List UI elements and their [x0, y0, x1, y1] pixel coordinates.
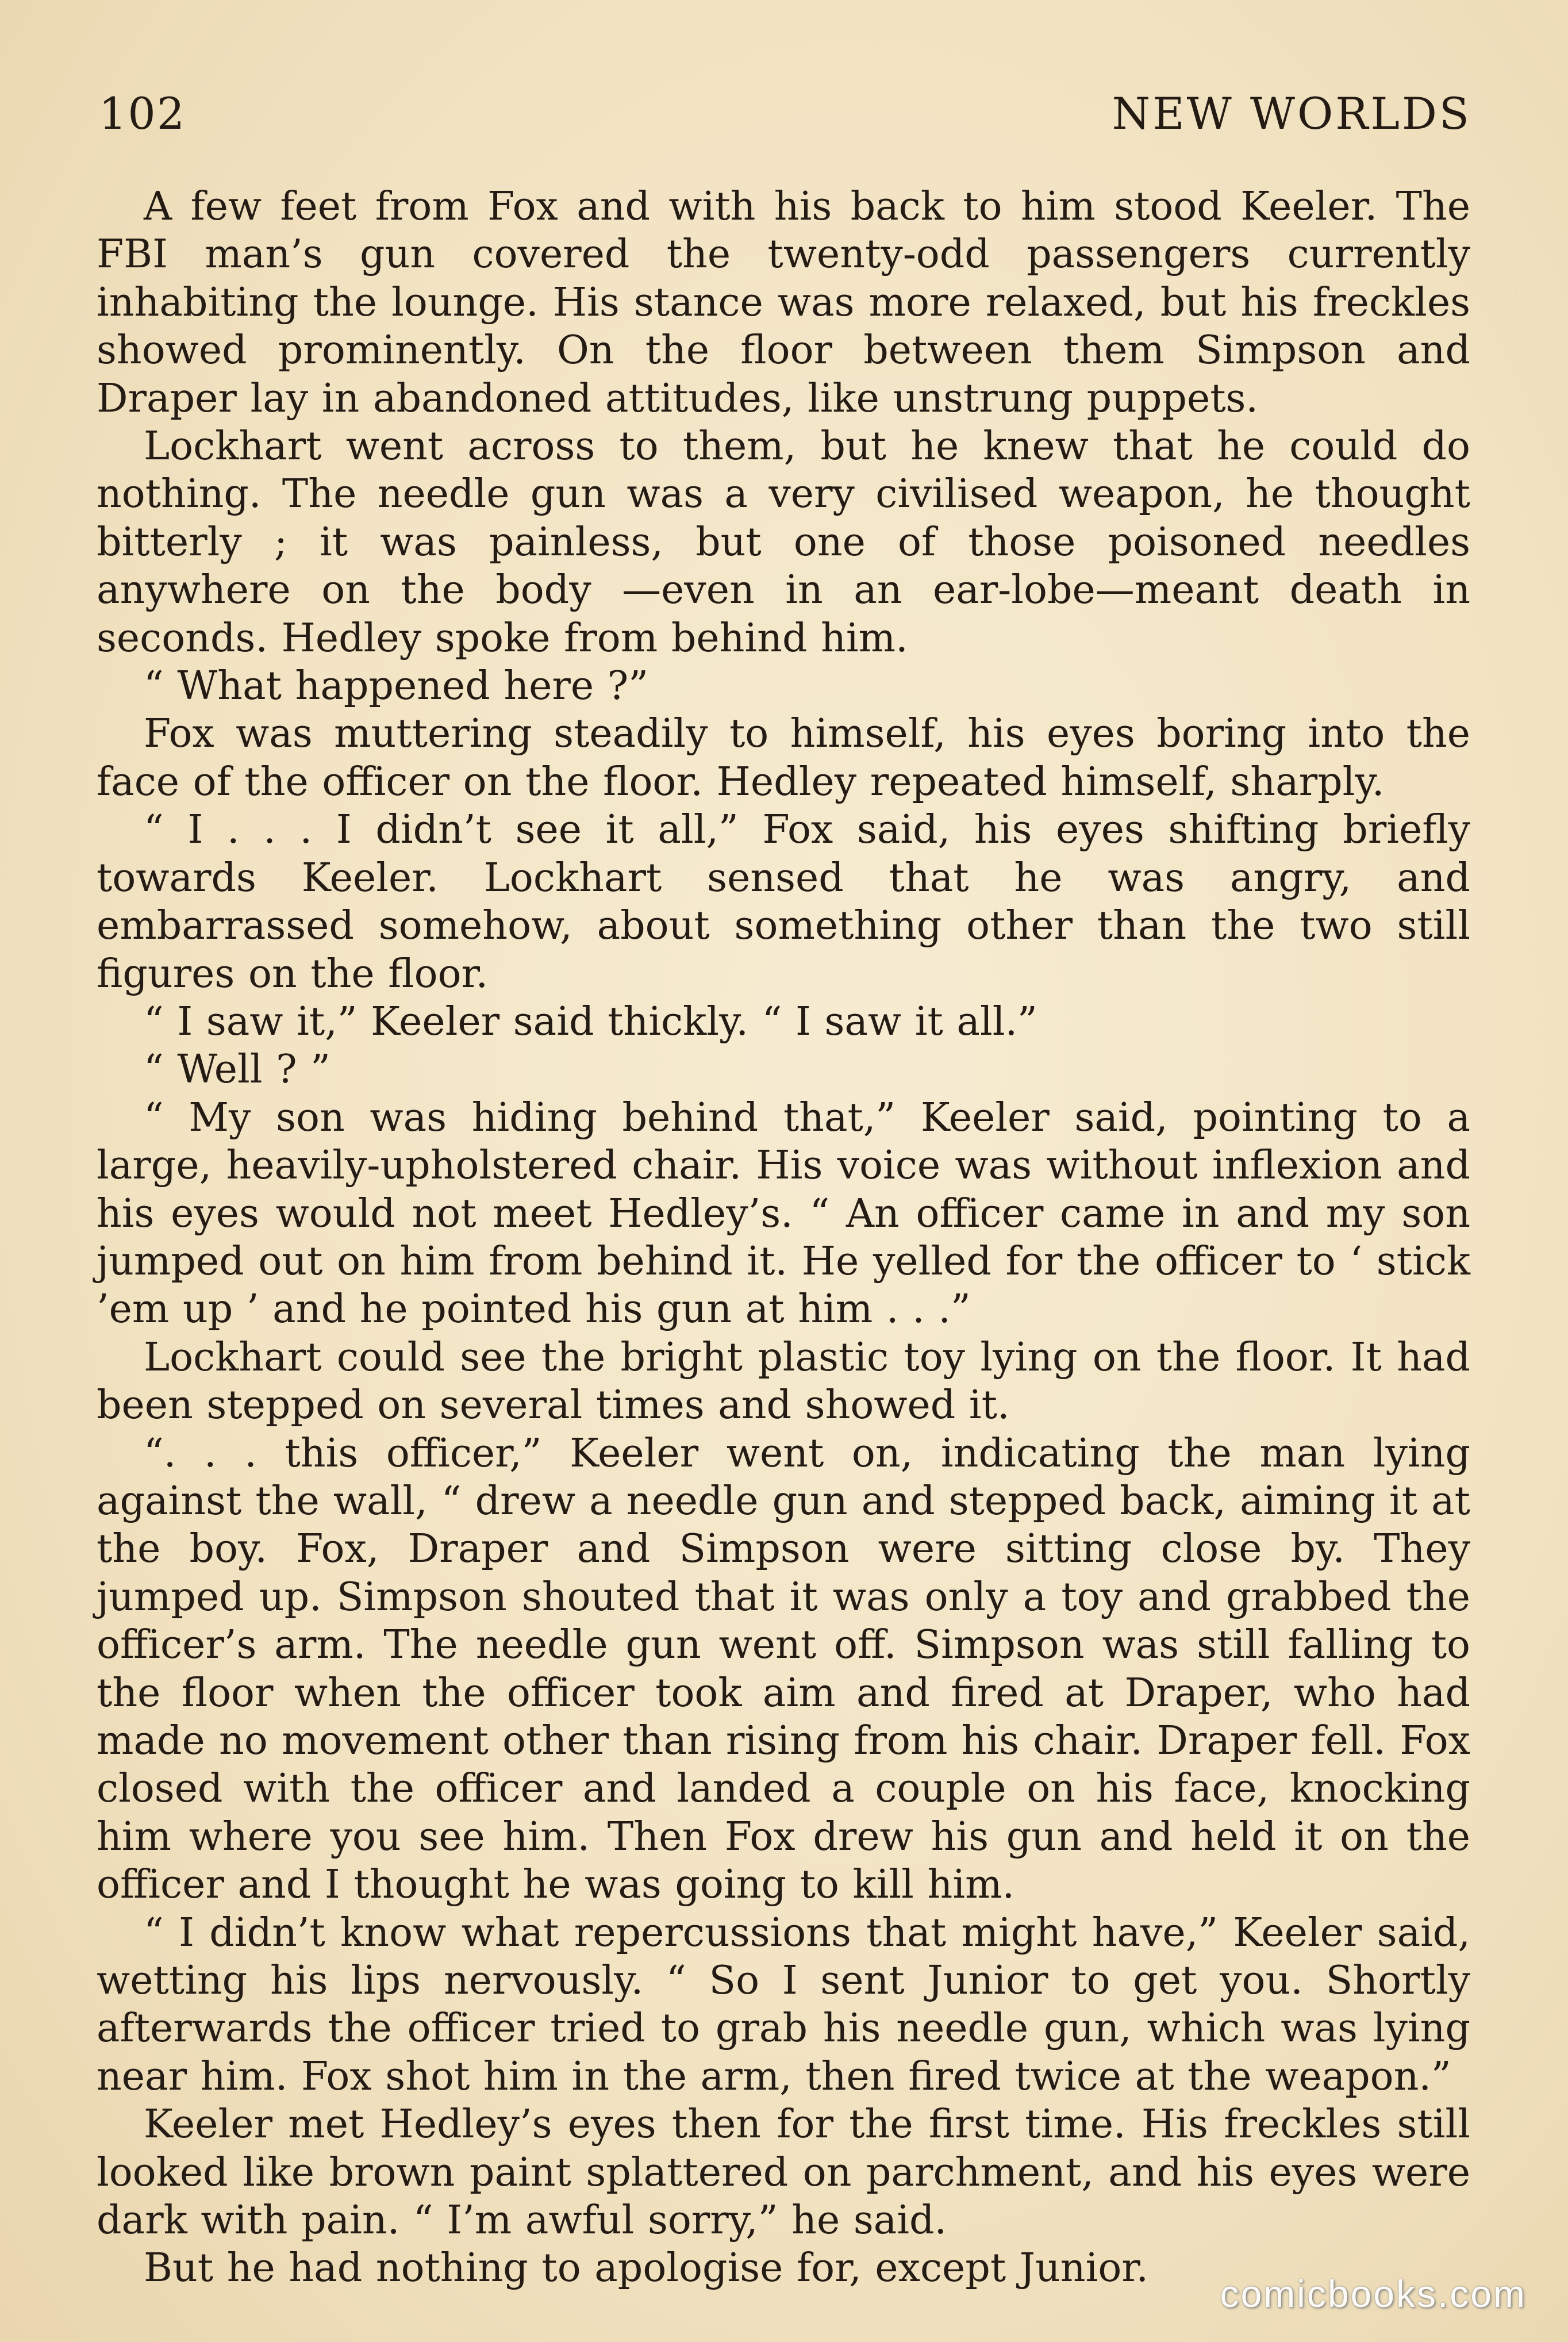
body-text: [97, 183, 1470, 2293]
paragraph: Lockhart could see the bright plastic toy lying on the floor. It had been stepped on several times and showed it.: [97, 1334, 1470, 1429]
running-title: NEW WORLDS: [1112, 88, 1471, 139]
paragraph: Lockhart went across to them, but he knew that he could do nothing. The needle gun was a very civilised weapon, he thought bitterly ; it was painless, but one of those poisoned needles anywhere on the body —even in an ear-lobe—meant death in seconds. Hedley spoke from behind him.: [97, 424, 1470, 661]
paragraph: “ I saw it,” Keeler said thickly. “ I saw it all.”: [144, 999, 1037, 1045]
page-number: 102: [99, 88, 186, 139]
paragraph: Fox was muttering steadily to himself, his eyes boring into the face of the officer on the floor. Hedley repeated himself, sharply.: [97, 711, 1470, 805]
paragraph: “ My son was hiding behind that,” Keeler said, pointing to a large, heavily-upholstered chair. His voice was without inflexion and his eyes would not meet Hedley’s. “ An officer came in and my son jumped out on him from behind it. He yelled for the officer to ‘ stick ’em up ’ and he pointed his gun at him . . .”: [97, 1095, 1470, 1333]
paragraph: “ I . . . I didn’t see it all,” Fox said, his eyes shifting briefly towards Keeler. Lockhart sensed that he was angry, and embarrassed somehow, about something other than the two still figures on the floor.: [97, 807, 1470, 997]
paragraph: “ What happened here ?”: [144, 663, 648, 709]
paragraph: “. . . this officer,” Keeler went on, indicating the man lying against the wall, “ drew a needle gun and stepped back, aiming it at the boy. Fox, Draper and Simpson were sitting close by. They jumped up. Simpson shouted that it was only a toy and grabbed the officer’s arm. The needle gun went off. Simpson was still falling to the floor when the officer took aim and fired at Draper, who had made no movement other than rising from his chair. Draper fell. Fox closed with the officer and landed a couple on his face, knocking him where you see him. Then Fox drew his gun and held it on the officer and I thought he was going to kill him.: [97, 1430, 1470, 1908]
paragraph: “ Well ? ”: [144, 1047, 330, 1093]
paragraph: But he had nothing to apologise for, except Junior.: [144, 2245, 1148, 2291]
paragraph: A few feet from Fox and with his back to him stood Keeler. The FBI man’s gun covered the twenty-odd passengers currently inhabiting the lounge. His stance was more relaxed, but his freckles showed prominently. On the floor between them Simpson and Draper lay in abandoned attitudes, like unstrung puppets.: [97, 184, 1470, 421]
running-head: [99, 85, 1471, 143]
site-watermark: comicbooks.com: [1220, 2272, 1527, 2315]
paragraph: “ I didn’t know what repercussions that might have,” Keeler said, wetting his lips nervously. “ So I sent Junior to get you. Shortly afterwards the officer tried to grab his needle gun, which was lying near him. Fox shot him in the arm, then fired twice at the weapon.”: [97, 1910, 1470, 2099]
paragraph: Keeler met Hedley’s eyes then for the first time. His freckles still looked like brown paint splattered on parchment, and his eyes were dark with pain. “ I’m awful sorry,” he said.: [97, 2102, 1470, 2244]
